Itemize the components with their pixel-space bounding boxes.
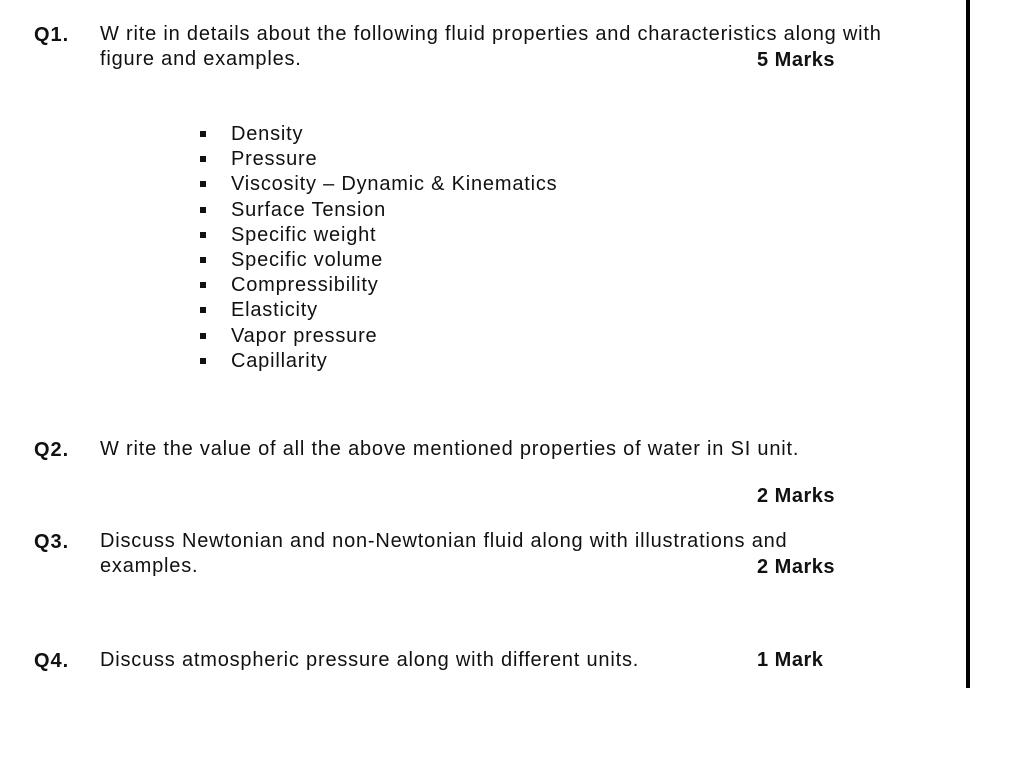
list-item: Surface Tension <box>198 198 557 223</box>
list-item: Specific weight <box>198 223 557 248</box>
question-text-line: Discuss atmospheric pressure along with different units. <box>100 649 640 671</box>
bullet-square-icon <box>200 282 206 288</box>
question-text-line: W rite in details about the following fluid properties and characteristics along with <box>100 23 882 45</box>
list-item: Compressibility <box>198 273 557 298</box>
question-text <box>100 437 799 462</box>
question-number: Q3. <box>34 531 70 553</box>
question-text-line: W rite the value of all the above mentioned properties of water in SI unit. <box>100 438 800 460</box>
property-list <box>198 122 557 374</box>
marks-label: 2 Marks <box>757 485 835 507</box>
question-text-line: examples. <box>100 555 199 577</box>
question-number: Q1. <box>34 24 70 46</box>
bullet-square-icon <box>200 156 206 162</box>
list-item: Viscosity – Dynamic & Kinematics <box>198 172 557 197</box>
list-item: Vapor pressure <box>198 324 557 349</box>
bullet-square-icon <box>200 307 206 313</box>
bullet-square-icon <box>200 257 206 263</box>
marks-label: 5 Marks <box>757 49 835 71</box>
list-item: Elasticity <box>198 298 557 323</box>
question-text <box>100 529 787 579</box>
bullet-square-icon <box>200 358 206 364</box>
question-text <box>100 648 639 673</box>
question-number: Q4. <box>34 650 70 672</box>
marks-label: 2 Marks <box>757 556 835 578</box>
bullet-square-icon <box>200 131 206 137</box>
bullet-square-icon <box>200 232 206 238</box>
bullet-square-icon <box>200 207 206 213</box>
list-item: Pressure <box>198 147 557 172</box>
list-item: Capillarity <box>198 349 557 374</box>
bullet-square-icon <box>200 333 206 339</box>
list-item: Specific volume <box>198 248 557 273</box>
question-text-line: Discuss Newtonian and non-Newtonian fluid along with illustrations and <box>100 530 788 552</box>
question-number: Q2. <box>34 439 70 461</box>
bullet-square-icon <box>200 181 206 187</box>
page-border-line <box>966 0 970 688</box>
question-text-line: figure and examples. <box>100 48 302 70</box>
marks-label: 1 Mark <box>757 649 824 671</box>
list-item: Density <box>198 122 557 147</box>
